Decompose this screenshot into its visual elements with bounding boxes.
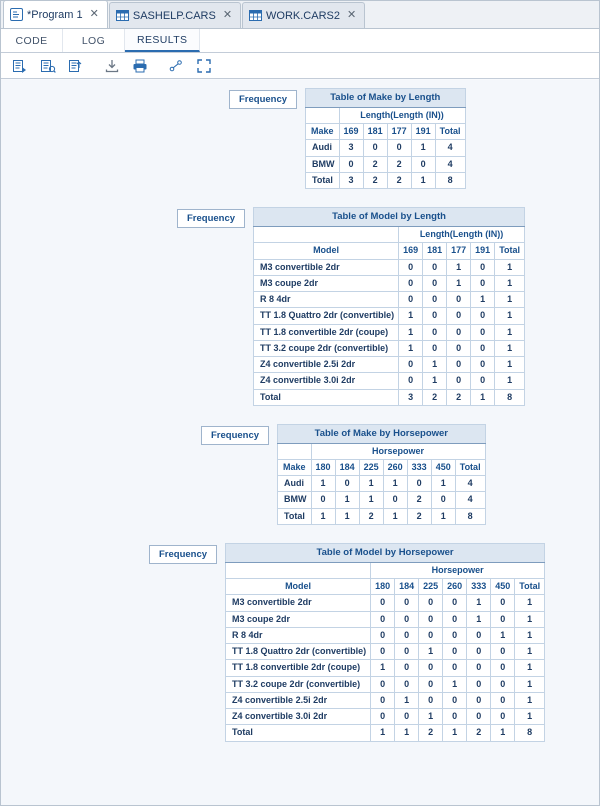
table-cell: 8 [495,389,525,405]
table-cell: 0 [447,357,471,373]
table-cell: 1 [383,508,407,524]
table-cell: 1 [399,324,423,340]
table-row [226,627,545,643]
column-header: 225 [359,459,383,475]
column-header: 450 [491,579,515,595]
table-cell: 1 [515,644,545,660]
row-header-label: Model [254,243,399,259]
column-header: 260 [383,459,407,475]
table-caption: Table of Make by Horsepower [278,424,486,443]
table-cell: 0 [443,627,467,643]
table-cell: 1 [495,308,525,324]
column-header: 333 [467,579,491,595]
table-cell: 1 [311,508,335,524]
editor-tab-label: SASHELP.CARS [132,9,216,22]
table-cell: 1 [311,476,335,492]
procedure-label: Frequency [149,545,217,564]
table-cell: 1 [423,373,447,389]
table-cell: 1 [491,725,515,741]
row-label: Z4 convertible 3.0i 2dr [226,709,371,725]
table-cell: 0 [399,373,423,389]
table-cell: 1 [471,389,495,405]
table-caption: Table of Model by Horsepower [226,543,545,562]
table-cell: 1 [447,259,471,275]
row-label: TT 1.8 Quattro 2dr (convertible) [226,644,371,660]
column-header: Total [515,579,545,595]
procedure-label: Frequency [229,90,297,109]
table-cell: 0 [467,644,491,660]
table-row [254,340,525,356]
table-cell: 0 [371,709,395,725]
table-cell: 1 [411,172,435,188]
row-label: TT 3.2 coupe 2dr (convertible) [226,676,371,692]
table-row [254,292,525,308]
table-cell: 0 [423,259,447,275]
table-cell: 1 [359,476,383,492]
table-row [226,595,545,611]
table-cell: 2 [419,725,443,741]
table-cell: 0 [491,595,515,611]
row-label: TT 1.8 Quattro 2dr (convertible) [254,308,399,324]
editor-tab-label: *Program 1 [27,8,83,21]
frequency-table [305,88,465,189]
table-cell: 0 [447,373,471,389]
row-header-label: Make [278,459,312,475]
result-block [1,543,599,742]
row-header-label: Model [226,579,371,595]
table-caption: Table of Model by Length [254,208,525,227]
table-cell: 1 [515,627,545,643]
table-cell: 0 [395,611,419,627]
table-cell: 3 [339,140,363,156]
row-label: Z4 convertible 2.5i 2dr [254,357,399,373]
table-row [254,275,525,291]
table-cell: 0 [423,292,447,308]
table-caption: Table of Make by Length [306,89,465,108]
close-icon[interactable]: ✕ [222,9,233,21]
table-cell: 2 [359,508,383,524]
table-cell: 4 [455,476,485,492]
table-cell: 1 [335,492,359,508]
column-header: 181 [423,243,447,259]
table-cell: 1 [443,725,467,741]
result-block [1,207,599,406]
row-label: Audi [306,140,340,156]
export-icon[interactable] [65,56,87,76]
column-header: 184 [335,459,359,475]
editor-tab[interactable] [3,0,108,28]
column-header: Total [455,459,485,475]
table-cell: 1 [495,340,525,356]
row-label: M3 coupe 2dr [254,275,399,291]
table-cell: 8 [515,725,545,741]
row-label: Total [278,508,312,524]
table-row [226,611,545,627]
table-cell: 0 [447,324,471,340]
table-cell: 0 [443,660,467,676]
table-cell: 0 [443,692,467,708]
table-cell: 0 [467,676,491,692]
table-row [254,308,525,324]
row-label: Total [306,172,340,188]
table-row [306,156,465,172]
table-cell: 1 [411,140,435,156]
table-cell: 0 [311,492,335,508]
table-icon [116,9,129,22]
table-cell: 0 [419,627,443,643]
row-label: BMW [278,492,312,508]
row-label: M3 convertible 2dr [254,259,399,275]
table-corner-cell [226,562,371,578]
table-cell: 1 [395,692,419,708]
table-row [226,725,545,741]
table-cell: 0 [423,275,447,291]
table-corner-cell [254,227,399,243]
table-cell: 0 [467,692,491,708]
table-cell: 1 [495,357,525,373]
table-cell: 0 [399,357,423,373]
column-header: 169 [339,124,363,140]
column-header: 169 [399,243,423,259]
table-cell: 0 [371,595,395,611]
table-cell: 2 [423,389,447,405]
column-group-header: Horsepower [311,443,485,459]
table-cell: 2 [407,492,431,508]
download-icon[interactable] [101,56,123,76]
table-cell: 1 [515,676,545,692]
fullscreen-icon[interactable] [193,56,215,76]
properties-icon[interactable] [165,56,187,76]
table-cell: 1 [471,292,495,308]
table-cell: 8 [435,172,465,188]
table-cell: 0 [419,611,443,627]
table-cell: 0 [491,676,515,692]
table-cell: 0 [447,340,471,356]
table-cell: 1 [495,292,525,308]
frequency-table [225,543,545,742]
row-label: R 8 4dr [254,292,399,308]
table-cell: 1 [495,259,525,275]
table-row [254,324,525,340]
table-cell: 0 [423,324,447,340]
print-preview-icon[interactable] [37,56,59,76]
procedure-label: Frequency [201,426,269,445]
table-cell: 1 [371,725,395,741]
table-cell: 2 [387,172,411,188]
editor-tab[interactable] [109,2,241,28]
table-cell: 0 [395,595,419,611]
table-row [278,508,486,524]
table-cell: 4 [435,140,465,156]
table-cell: 0 [395,660,419,676]
table-cell: 1 [431,508,455,524]
table-cell: 0 [419,660,443,676]
table-row [254,259,525,275]
table-cell: 2 [363,172,387,188]
row-label: Z4 convertible 3.0i 2dr [254,373,399,389]
table-cell: 0 [443,709,467,725]
table-cell: 0 [491,709,515,725]
tab-log[interactable]: LOG [63,29,125,52]
table-cell: 0 [491,660,515,676]
table-cell: 0 [447,308,471,324]
row-label: TT 3.2 coupe 2dr (convertible) [254,340,399,356]
table-cell: 0 [471,324,495,340]
result-view-tabs [1,29,599,53]
table-cell: 0 [395,627,419,643]
table-cell: 1 [431,476,455,492]
table-cell: 0 [443,644,467,660]
table-cell: 1 [371,660,395,676]
table-cell: 1 [447,275,471,291]
table-cell: 2 [467,725,491,741]
table-row [226,709,545,725]
table-cell: 1 [515,595,545,611]
table-cell: 1 [515,611,545,627]
table-cell: 0 [399,259,423,275]
table-cell: 3 [339,172,363,188]
table-cell: 1 [495,324,525,340]
table-cell: 4 [455,492,485,508]
table-cell: 1 [419,644,443,660]
table-cell: 0 [419,676,443,692]
result-block [1,88,599,189]
results-canvas [1,80,599,805]
table-cell: 1 [419,709,443,725]
table-cell: 2 [387,156,411,172]
table-row [226,644,545,660]
table-cell: 1 [467,611,491,627]
table-row [226,660,545,676]
table-cell: 1 [515,660,545,676]
column-header: Total [495,243,525,259]
frequency-table [277,424,486,525]
results-toolbar [1,53,599,79]
tab-code[interactable]: CODE [1,29,63,52]
table-cell: 0 [467,627,491,643]
table-row [306,140,465,156]
editor-tab[interactable] [242,2,365,28]
table-cell: 0 [467,709,491,725]
table-cell: 8 [455,508,485,524]
table-cell: 2 [447,389,471,405]
table-cell: 0 [395,644,419,660]
table-cell: 0 [467,660,491,676]
table-cell: 1 [399,340,423,356]
column-group-header: Length(Length (IN)) [399,227,525,243]
editor-tab-label: WORK.CARS2 [266,9,340,22]
row-label: TT 1.8 convertible 2dr (coupe) [254,324,399,340]
row-label: Total [254,389,399,405]
table-cell: 0 [363,140,387,156]
table-cell: 0 [491,692,515,708]
row-label: R 8 4dr [226,627,371,643]
column-header: 177 [387,124,411,140]
table-cell: 1 [335,508,359,524]
table-cell: 0 [443,611,467,627]
column-header: 181 [363,124,387,140]
table-row [254,373,525,389]
print-icon[interactable] [129,56,151,76]
column-header: Total [435,124,465,140]
table-cell: 1 [515,709,545,725]
row-label: M3 convertible 2dr [226,595,371,611]
table-cell: 0 [395,676,419,692]
table-row [226,676,545,692]
table-cell: 0 [471,373,495,389]
table-cell: 0 [371,611,395,627]
table-row [278,476,486,492]
frequency-table [253,207,525,406]
column-header: 180 [311,459,335,475]
table-cell: 0 [395,709,419,725]
table-cell: 2 [363,156,387,172]
table-cell: 1 [495,373,525,389]
column-header: 225 [419,579,443,595]
column-group-header: Length(Length (IN)) [339,107,465,123]
close-icon[interactable]: ✕ [347,9,357,21]
procedure-label: Frequency [177,209,245,228]
table-cell: 0 [443,595,467,611]
table-cell: 0 [423,340,447,356]
open-results-icon[interactable] [9,56,31,76]
table-cell: 0 [419,595,443,611]
table-corner-cell [278,443,312,459]
table-cell: 1 [399,308,423,324]
table-cell: 2 [407,508,431,524]
result-block [1,424,599,525]
table-cell: 0 [491,644,515,660]
close-icon[interactable]: ✕ [89,8,99,20]
table-cell: 4 [435,156,465,172]
table-cell: 0 [399,292,423,308]
table-corner-cell [306,107,340,123]
row-label: M3 coupe 2dr [226,611,371,627]
table-cell: 1 [359,492,383,508]
table-cell: 0 [335,476,359,492]
table-cell: 0 [387,140,411,156]
table-cell: 1 [443,676,467,692]
program-icon [10,8,23,21]
column-header: 180 [371,579,395,595]
column-header: 191 [411,124,435,140]
table-cell: 0 [431,492,455,508]
row-label: Z4 convertible 2.5i 2dr [226,692,371,708]
table-cell: 0 [471,340,495,356]
table-cell: 3 [399,389,423,405]
table-cell: 0 [407,476,431,492]
table-cell: 0 [399,275,423,291]
table-cell: 0 [383,492,407,508]
table-cell: 1 [495,275,525,291]
table-cell: 1 [395,725,419,741]
table-row [254,357,525,373]
table-cell: 1 [423,357,447,373]
column-header: 191 [471,243,495,259]
table-cell: 1 [383,476,407,492]
column-header: 450 [431,459,455,475]
table-icon [249,9,262,22]
table-cell: 0 [491,611,515,627]
row-header-label: Make [306,124,340,140]
table-cell: 0 [471,259,495,275]
table-cell: 0 [371,644,395,660]
editor-tab-bar [1,1,599,29]
table-cell: 1 [491,627,515,643]
table-cell: 0 [339,156,363,172]
column-header: 260 [443,579,467,595]
table-cell: 0 [471,357,495,373]
table-cell: 0 [371,692,395,708]
column-group-header: Horsepower [371,562,545,578]
table-cell: 0 [471,275,495,291]
table-cell: 1 [467,595,491,611]
table-row [278,492,486,508]
tab-results[interactable]: RESULTS [125,29,200,52]
table-cell: 0 [447,292,471,308]
table-cell: 0 [471,308,495,324]
row-label: TT 1.8 convertible 2dr (coupe) [226,660,371,676]
row-label: Total [226,725,371,741]
table-cell: 1 [515,692,545,708]
table-row [254,389,525,405]
table-cell: 0 [371,627,395,643]
row-label: Audi [278,476,312,492]
table-cell: 0 [419,692,443,708]
row-label: BMW [306,156,340,172]
column-header: 184 [395,579,419,595]
table-row [306,172,465,188]
column-header: 177 [447,243,471,259]
column-header: 333 [407,459,431,475]
table-cell: 0 [423,308,447,324]
table-cell: 0 [411,156,435,172]
table-cell: 0 [371,676,395,692]
table-row [226,692,545,708]
